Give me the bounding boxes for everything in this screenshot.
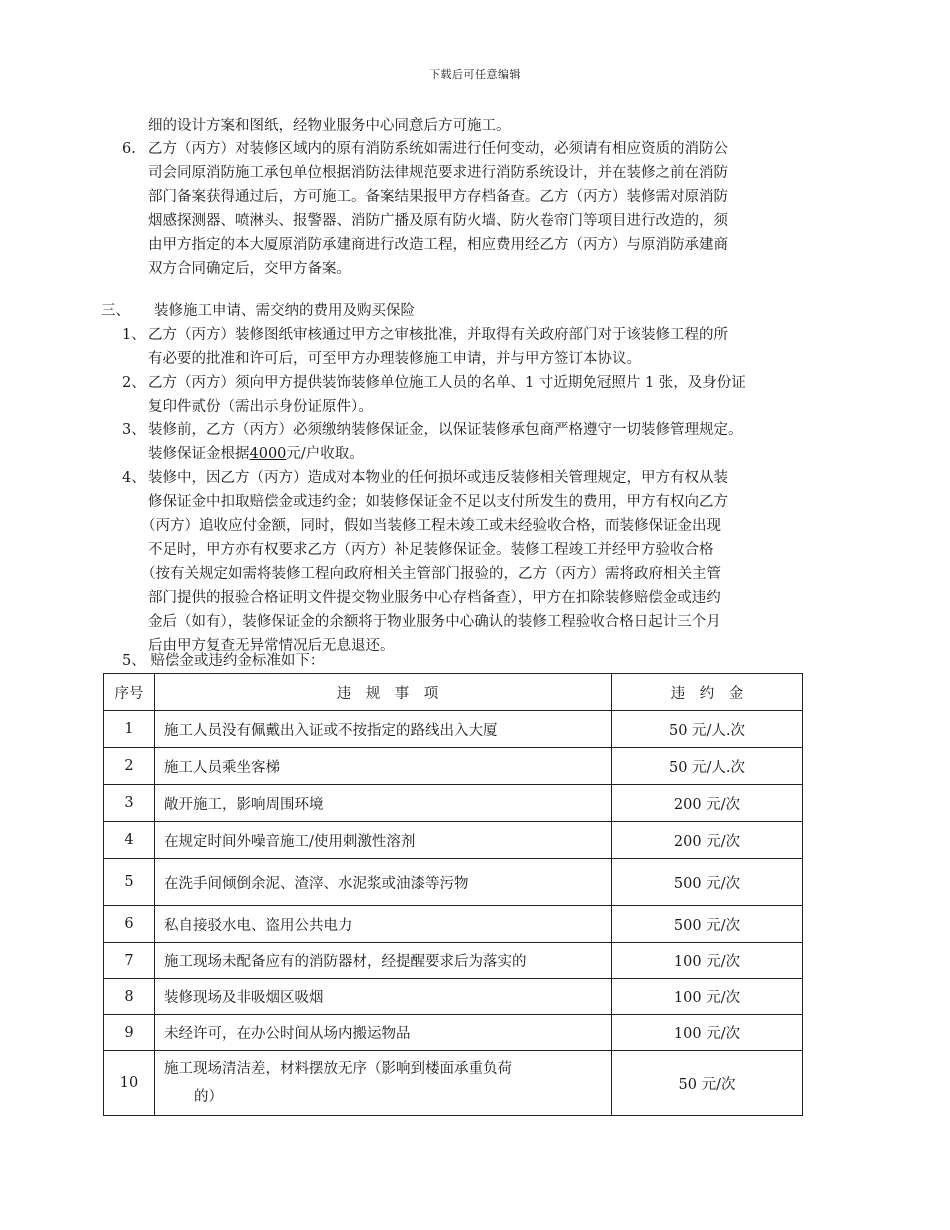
row-no: 4 (104, 822, 155, 859)
row-item: 施工人员乘坐客梯 (155, 748, 612, 785)
item6-line: 部门备案获得通过后，方可施工。备案结果报甲方存档备查。乙方（丙方）装修需对原消防 (148, 189, 728, 205)
table-row (104, 785, 803, 822)
penalty-table (103, 673, 803, 1116)
item6-line: 由甲方指定的本大厦原消防承建商进行改造工程，相应费用经乙方（丙方）与原消防承建商 (148, 237, 728, 253)
row-no: 7 (104, 943, 155, 979)
item6-number: 6. (122, 141, 136, 157)
header-fee: 违 约 金 (612, 674, 803, 711)
row-item: 施工人员没有佩戴出入证或不按指定的路线出入大厦 (155, 711, 612, 748)
row-no: 10 (104, 1051, 155, 1116)
row-item: 在洗手间倾倒余泥、渣滓、水泥浆或油漆等污物 (155, 859, 612, 906)
item3-line: 装修前，乙方（丙方）必须缴纳装修保证金，以保证装修承包商严格遵守一切装修管理规定。 (148, 422, 743, 438)
row-no: 6 (104, 906, 155, 943)
intro-line: 细的设计方案和图纸，经物业服务中心同意后方可施工。 (148, 118, 511, 134)
deposit-suffix: 元/户收取。 (286, 446, 364, 462)
row-fee: 50 元/人.次 (612, 711, 803, 748)
item6-line: 双方合同确定后，交甲方备案。 (148, 261, 351, 277)
row-item: 未经许可，在办公时间从场内搬运物品 (155, 1015, 612, 1051)
row-no: 9 (104, 1015, 155, 1051)
row-fee: 50 元/次 (612, 1051, 803, 1116)
row-item: 私自接驳水电、盗用公共电力 (155, 906, 612, 943)
table-row (104, 859, 803, 906)
row-fee: 200 元/次 (612, 822, 803, 859)
header-no: 序号 (104, 674, 155, 711)
row-item: 在规定时间外噪音施工/使用刺激性溶剂 (155, 822, 612, 859)
item4-line: 装修中，因乙方（丙方）造成对本物业的任何损坏或违反装修相关管理规定，甲方有权从装 (148, 470, 728, 486)
item2-line: 复印件贰份（需出示身份证原件）。 (148, 399, 373, 415)
table-row (104, 979, 803, 1015)
row-item: 敞开施工，影响周围环境 (155, 785, 612, 822)
item4-line: （丙方）追收应付金额，同时，假如当装修工程未竣工或未经验收合格，而装修保证金出现 (141, 518, 721, 534)
table-header-row (104, 674, 803, 711)
table-row (104, 906, 803, 943)
row-fee: 100 元/次 (612, 979, 803, 1015)
row-no: 3 (104, 785, 155, 822)
header-item: 违 规 事 项 (155, 674, 612, 711)
table-row (104, 748, 803, 785)
table-row (104, 943, 803, 979)
table-row (104, 1051, 803, 1116)
item4-number: 4、 (122, 470, 146, 486)
row-fee: 500 元/次 (612, 859, 803, 906)
item2-number: 2、 (122, 375, 146, 391)
row-fee: 500 元/次 (612, 906, 803, 943)
row-fee: 50 元/人.次 (612, 748, 803, 785)
page-header: 下载后可任意编辑 (429, 68, 521, 81)
item1-number: 1、 (122, 327, 146, 343)
row-no: 2 (104, 748, 155, 785)
item3-number: 3、 (122, 422, 146, 438)
item6-line: 烟感探测器、喷淋头、报警器、消防广播及原有防火墙、防火卷帘门等项目进行改造的，须 (148, 213, 728, 229)
table-row (104, 1015, 803, 1051)
row-fee: 100 元/次 (612, 1015, 803, 1051)
section3-number: 三、 (101, 303, 130, 319)
row-no: 8 (104, 979, 155, 1015)
row-item: 装修现场及非吸烟区吸烟 (155, 979, 612, 1015)
deposit-prefix: 装修保证金根据 (148, 446, 250, 462)
item1-line: 有必要的批准和许可后，可至甲方办理装修施工申请，并与甲方签订本协议。 (148, 351, 641, 367)
row-fee: 200 元/次 (612, 785, 803, 822)
row-no: 5 (104, 859, 155, 906)
row-fee: 100 元/次 (612, 943, 803, 979)
item4-line: 修保证金中扣取赔偿金或违约金；如装修保证金不足以支付所发生的费用，甲方有权向乙方 (148, 494, 728, 510)
row-item (155, 1051, 612, 1116)
item6-line: 乙方（丙方）对装修区域内的原有消防系统如需进行任何变动，必须请有相应资质的消防公 (148, 141, 728, 157)
item1-line: 乙方（丙方）装修图纸审核通过甲方之审核批准，并取得有关政府部门对于该装修工程的所 (148, 327, 728, 343)
item4-line: 不足时，甲方亦有权要求乙方（丙方）补足装修保证金。装修工程竣工并经甲方验收合格 (148, 542, 714, 558)
deposit-amount: 4000 (249, 446, 287, 462)
item4-line: 金后（如有），装修保证金的余额将于物业服务中心确认的装修工程验收合格日起计三个月 (148, 614, 721, 630)
row-item-line: 的） (194, 1089, 223, 1105)
section3-title: 装修施工申请、需交纳的费用及购买保险 (154, 303, 415, 319)
row-item: 施工现场未配备应有的消防器材，经提醒要求后为落实的 (155, 943, 612, 979)
deposit-line (148, 443, 364, 465)
item2-line: 乙方（丙方）须向甲方提供装饰装修单位施工人员的名单、1 寸近期免冠照片 1 张，及身份证 (148, 375, 746, 391)
table-row (104, 711, 803, 748)
item6-line: 司会同原消防施工承包单位根据消防法律规范要求进行消防系统设计，并在装修之前在消防 (148, 165, 728, 181)
item4-line: （按有关规定如需将装修工程向政府相关主管部门报验的，乙方（丙方）需将政府相关主管 (141, 566, 721, 582)
item4-line: 部门提供的报验合格证明文件提交物业服务中心存档备查），甲方在扣除装修赔偿金或违约 (148, 590, 721, 606)
item4-line: 后由甲方复查无异常情况后无息退还。 (148, 638, 395, 654)
table-row (104, 822, 803, 859)
row-item-line: 施工现场清洁差，材料摆放无序（影响到楼面承重负荷 (164, 1061, 512, 1077)
row-no: 1 (104, 711, 155, 748)
item5-line: 5、 赔偿金或违约金标准如下： (122, 653, 325, 669)
